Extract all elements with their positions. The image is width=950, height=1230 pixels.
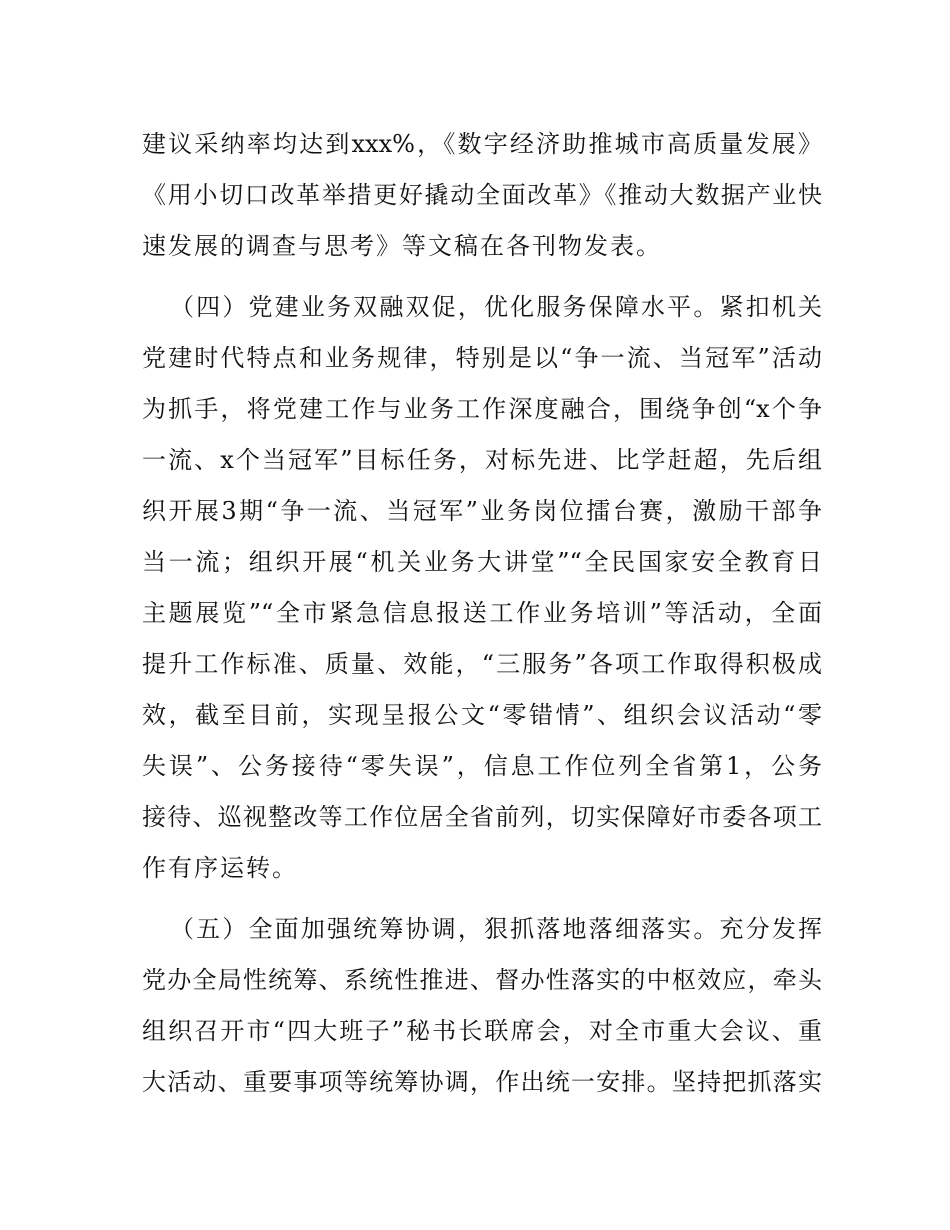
- paragraph-line: 主题展览”“全市紧急信息报送工作业务培训”等活动，全面: [142, 599, 822, 627]
- paragraph-line: 效，截至目前，实现呈报公文“零错情”、组织会议活动“零: [142, 701, 822, 729]
- paragraph-line: 提升工作标准、质量、效能，“三服务”各项工作取得积极成: [142, 650, 822, 678]
- section-five-heading-line: （五）全面加强统筹协调，狠抓落地落细落实。充分发挥: [170, 915, 822, 943]
- paragraph-line: 建议采纳率均达到xxx%，《数字经济助推城市高质量发展》: [142, 130, 822, 158]
- section-four-heading-line: （四）党建业务双融双促，优化服务保障水平。紧扣机关: [170, 293, 822, 321]
- paragraph-line: 作有序运转。: [142, 854, 298, 882]
- paragraph-line: 大活动、重要事项等统筹协调，作出统一安排。坚持把抓落实: [142, 1068, 822, 1096]
- paragraph-line: 速发展的调查与思考》等文稿在各刊物发表。: [142, 232, 662, 260]
- paragraph-line: 织开展3期“争一流、当冠军”业务岗位擂台赛，激励干部争: [142, 497, 822, 525]
- paragraph-line: 接待、巡视整改等工作位居全省前列，切实保障好市委各项工: [142, 803, 822, 831]
- paragraph-line: 《用小切口改革举措更好撬动全面改革》《推动大数据产业快: [142, 181, 822, 209]
- paragraph-line: 一流、x个当冠军”目标任务，对标先进、比学赶超，先后组: [142, 446, 822, 474]
- paragraph-line: 组织召开市“四大班子”秘书长联席会，对全市重大会议、重: [142, 1017, 822, 1045]
- paragraph-line: 为抓手，将党建工作与业务工作深度融合，围绕争创“x个争: [142, 395, 822, 423]
- paragraph-line: 当一流；组织开展“机关业务大讲堂”“全民国家安全教育日: [142, 548, 822, 576]
- paragraph-line: 党办全局性统筹、系统性推进、督办性落实的中枢效应，牵头: [142, 966, 822, 994]
- paragraph-line: 失误”、公务接待“零失误”，信息工作位列全省第1，公务: [142, 752, 822, 780]
- paragraph-line: 党建时代特点和业务规律，特别是以“争一流、当冠军”活动: [142, 344, 822, 372]
